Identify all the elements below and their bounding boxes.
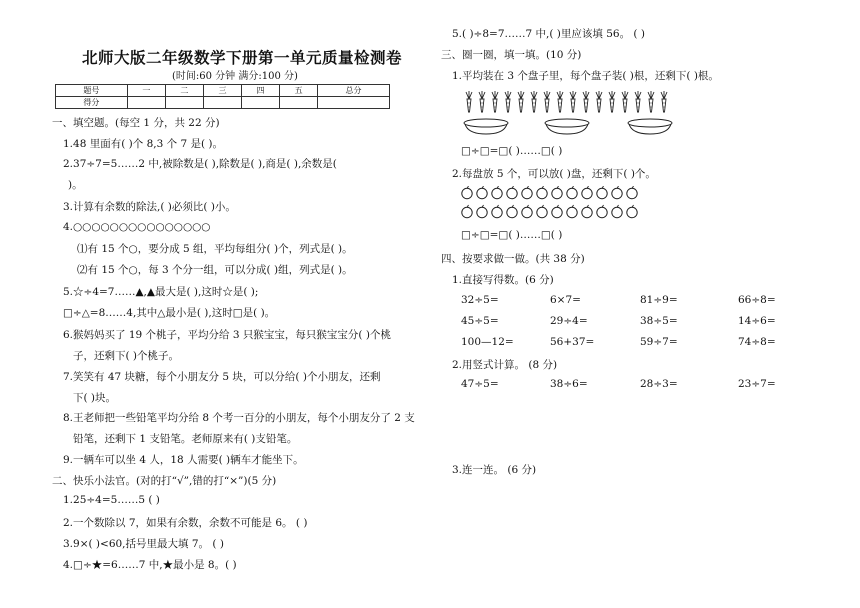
calc-item[interactable]: 81÷9= [640,294,678,306]
apple-icon [462,205,472,218]
plate-icon [464,119,508,134]
apple-icon [507,205,517,218]
section-2-heading: 二、快乐小法官。(对的打“√”,错的打“×”)(5 分) [52,475,277,487]
question-1-8: 8.王老师把一些铅笔平均分给 8 个考一百分的小朋友，每个小朋友分了 2 支 [63,412,415,424]
score-input-cell[interactable] [203,97,241,109]
question-2-1: 1.25÷4=5……5 ( ) [63,494,160,506]
score-cell: 一 [127,85,165,97]
score-table-score-row [56,97,390,109]
question-2-2: 2.一个数除以 7，如果有余数，余数不可能是 6。 ( ) [63,517,308,529]
score-cell: 二 [165,85,203,97]
question-1-4-part1: ⑴有 15 个○，要分成 5 组，平均每组分( )个，列式是( )。 [77,243,353,255]
calc-item[interactable]: 56+37= [550,336,595,348]
score-input-cell[interactable] [165,97,203,109]
question-3-2: 2.每盘放 5 个，可以放( )盘，还剩下( )个。 [452,168,656,180]
question-1-5-cont: □÷△=8……4,其中△最小是( ),这时□是( )。 [63,307,276,319]
section-1-heading: 一、填空题。(每空 1 分，共 22 分) [52,117,220,129]
question-3-2-equation[interactable]: □÷□=□( )……□( ) [461,229,563,241]
carrot-icon [609,91,615,112]
carrot-icon [505,91,511,112]
question-1-1: 1.48 里面有( )个 8,3 个 7 是( )。 [63,138,224,150]
apple-icon [597,186,607,199]
carrot-icon [518,91,524,112]
apple-icon [507,186,517,199]
carrot-icon [596,91,602,112]
apple-icon [552,205,562,218]
calc-item[interactable]: 74÷8= [738,336,776,348]
apple-icon [567,205,577,218]
apple-icon [597,205,607,218]
apple-icon [627,186,637,199]
score-cell: 三 [203,85,241,97]
page-title: 北师大版二年级数学下册第一单元质量检测卷 [82,48,403,67]
apple-row-2 [462,205,637,218]
carrot-icon [531,91,537,112]
plate-icon [628,119,672,134]
vertical-calc-item[interactable]: 28÷3= [640,378,678,390]
apple-icon [552,186,562,199]
calc-item[interactable]: 38÷5= [640,315,678,327]
calc-item[interactable]: 29÷4= [550,315,588,327]
score-cell: 五 [280,85,318,97]
question-2-5: 5.( )÷8=7……7 中,( )里应该填 56。 ( ) [452,28,645,40]
carrot-icon [570,91,576,112]
calc-item[interactable]: 59÷7= [640,336,678,348]
score-input-cell[interactable] [242,97,280,109]
page-subtitle: (时间:60 分钟 满分:100 分) [172,71,298,82]
carrot-icon [661,91,667,112]
apple-icon [522,186,532,199]
carrot-icon [544,91,550,112]
apple-icon [612,186,622,199]
apple-icon [462,186,472,199]
score-input-cell[interactable] [280,97,318,109]
carrot-icon [479,91,485,112]
carrot-icon [635,91,641,112]
section-4-heading: 四、按要求做一做。(共 38 分) [441,253,585,265]
carrot-icon [583,91,589,112]
question-1-8-cont: 铅笔，还剩下 1 支铅笔。老师原来有( )支铅笔。 [73,433,298,445]
carrot-icon [557,91,563,112]
apple-icon [492,205,502,218]
calc-item[interactable]: 66÷8= [738,294,776,306]
apple-icon [582,205,592,218]
question-1-4: 4.○○○○○○○○○○○○○○○ [63,221,211,233]
score-input-cell[interactable] [127,97,165,109]
apple-icon [627,205,637,218]
carrot-group [461,91,671,113]
calc-item[interactable]: 45÷5= [461,315,499,327]
question-1-4-part2: ⑵有 15 个○，每 3 个分一组，可以分成( )组，列式是( )。 [77,264,353,276]
question-3-1-equation[interactable]: □÷□=□( )……□( ) [461,145,563,157]
carrot-icon [648,91,654,112]
calc-item[interactable]: 100—12= [461,336,514,348]
plate-icon [545,119,589,134]
question-4-2: 2.用竖式计算。 (8 分) [452,359,558,371]
apple-icon [612,205,622,218]
carrot-icon [466,91,472,112]
carrot-icon [622,91,628,112]
question-1-5: 5.☆÷4=7……▲,▲最大是( ),这时☆是( ); [63,286,259,298]
question-1-2: 2.37÷7=5……2 中,被除数是( ),除数是( ),商是( ),余数是( [63,158,337,170]
score-cell: 得分 [56,97,128,109]
calc-item[interactable]: 32÷5= [461,294,499,306]
apple-icon [522,205,532,218]
carrot-icon [492,91,498,112]
score-cell: 四 [242,85,280,97]
score-cell: 总分 [318,85,390,97]
apple-icon [582,186,592,199]
calc-item[interactable]: 6×7= [550,294,581,306]
apple-row-1 [462,186,637,199]
question-2-3: 3.9×( )<60,括号里最大填 7。 ( ) [63,538,224,550]
apple-icon [567,186,577,199]
score-table [55,84,390,109]
score-cell: 题号 [56,85,128,97]
score-input-cell[interactable] [318,97,390,109]
score-table-header-row [56,85,390,97]
apple-icon [477,205,487,218]
vertical-calc-item[interactable]: 38÷6= [550,378,588,390]
apple-icon [477,186,487,199]
question-1-7-cont: 下( )块。 [73,392,117,404]
vertical-calc-item[interactable]: 23÷7= [738,378,776,390]
section-3-heading: 三、圈一圈，填一填。(10 分) [441,49,582,61]
question-3-1: 1.平均装在 3 个盘子里，每个盘子装( )根，还剩下( )根。 [452,70,719,82]
apple-icon [537,205,547,218]
question-1-2-cont: )。 [68,179,83,191]
question-4-3: 3.连一连。 (6 分) [452,464,537,476]
plate-group [462,117,677,137]
question-2-4: 4.□÷★=6……7 中,★最小是 8。( ) [63,559,237,571]
apple-group [461,186,661,222]
question-1-9: 9.一辆车可以坐 4 人，18 人需要( )辆车才能坐下。 [63,454,304,466]
question-1-3: 3.计算有余数的除法,( )必须比( )小。 [63,201,236,213]
apple-icon [492,186,502,199]
vertical-calc-item[interactable]: 47÷5= [461,378,499,390]
calc-item[interactable]: 14÷6= [738,315,776,327]
question-1-6-cont: 子，还剩下( )个桃子。 [73,350,180,362]
question-1-6: 6.猴妈妈买了 19 个桃子，平均分给 3 只猴宝宝，每只猴宝宝分( )个桃 [63,329,391,341]
question-4-1: 1.直接写得数。(6 分) [452,274,554,286]
apple-icon [537,186,547,199]
question-1-7: 7.笑笑有 47 块糖，每个小朋友分 5 块，可以分给( )个小朋友，还剩 [63,371,381,383]
